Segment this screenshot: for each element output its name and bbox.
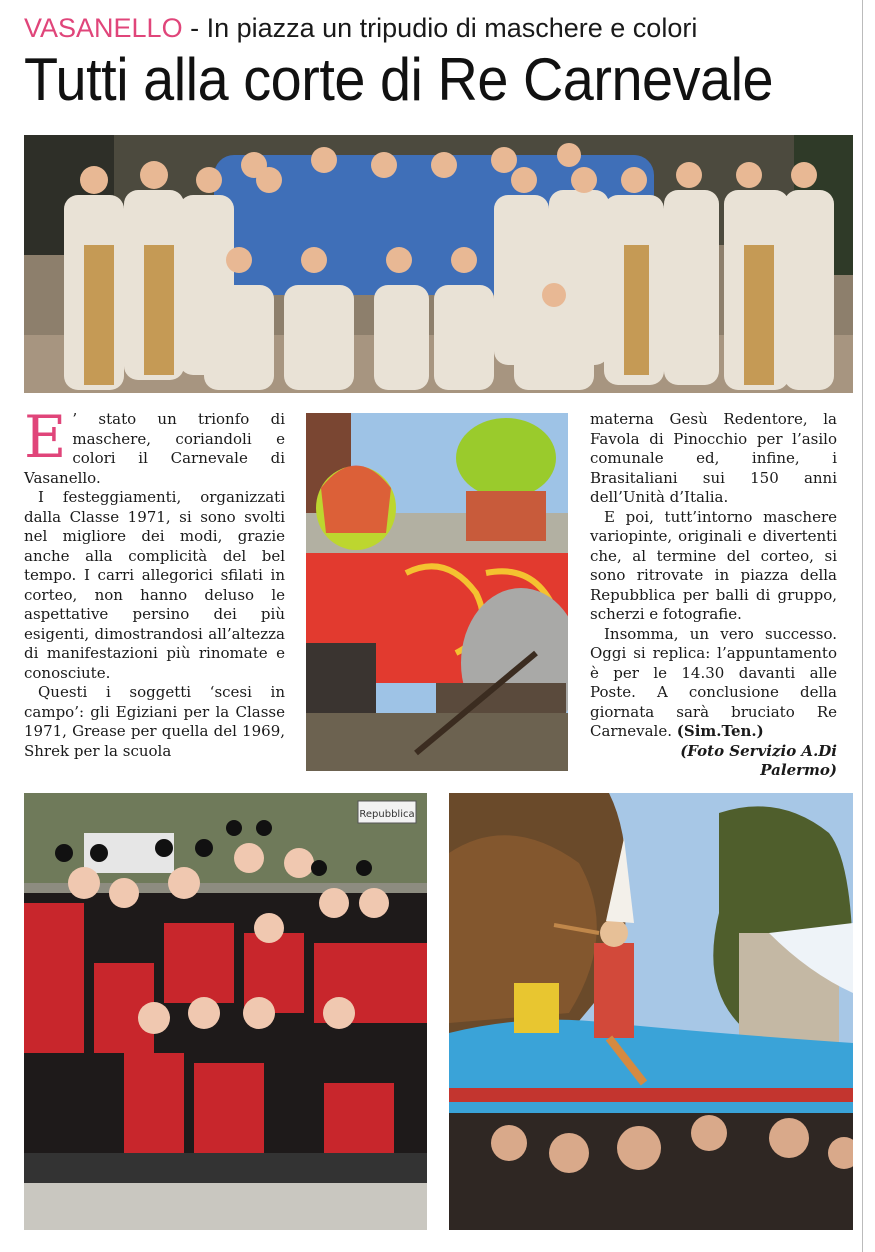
paragraph-1 xyxy=(24,403,285,488)
paragraph-4: materna Gesù Redentore, la Favola di Pinocchio per l’asilo comunale ed, infine, i Brasitaliani sui 150 anni dell’Unità d’Italia. xyxy=(590,410,837,506)
drop-cap: E xyxy=(24,403,67,471)
text-column-1 xyxy=(24,403,285,761)
pinocchio-float-picture xyxy=(449,793,853,1230)
page-edge-rule xyxy=(862,0,863,1252)
street-sign: Repubblica xyxy=(359,809,415,820)
text-column-3 xyxy=(590,410,837,781)
photo-egyptian-group xyxy=(24,135,853,393)
kicker-place: VASANELLO xyxy=(24,13,183,43)
paragraph-3: Questi i soggetti ‘scesi in campo’: gli Egiziani per la Classe 1971, Grease per quella del 1969, Shrek per la scuola xyxy=(24,683,285,760)
article-headline: Tutti alla corte di Re Carnevale xyxy=(24,46,774,113)
egyptian-group-picture xyxy=(24,135,853,393)
kicker-text: - In piazza un tripudio di maschere e colori xyxy=(182,13,698,43)
paragraph-6 xyxy=(590,625,837,742)
paragraph-5: E poi, tutt’intorno maschere variopinte, originali e divertenti che, al termine del corteo, si sono ritrovate in piazza della Repubblica per balli di gruppo, scherzi e fotografie. xyxy=(590,507,837,623)
paragraph-1-text: ’ stato un trionfo di maschere, coriandoli e colori il Carnevale di Vasanello. xyxy=(24,410,285,487)
paragraph-6-text: Insomma, un vero successo. Oggi si replica: l’appuntamento è per le 14.30 davanti alle Poste. A conclusione della giornata sarà bruciato Re Carnevale. xyxy=(590,624,837,740)
shrek-float-picture xyxy=(306,413,568,771)
photo-pinocchio-float xyxy=(449,793,853,1230)
photo-minnie-group xyxy=(24,793,427,1230)
article-kicker xyxy=(24,12,854,44)
photo-credit: (Foto Servizio A.Di Palermo) xyxy=(680,741,837,779)
author-signature: (Sim.Ten.) xyxy=(676,722,764,740)
paragraph-2: I festeggiamenti, organizzati dalla Classe 1971, si sono svolti nel migliore dei modi, grazie anche alla complicità del bel tempo. I carri allegorici sfilati in corteo, non hanno deluso le aspettative persino dei più esigenti, dimostrandosi all’altezza di manifestazioni più rinomate e conosciute. xyxy=(24,488,285,682)
minnie-group-picture xyxy=(24,793,427,1230)
photo-shrek-float xyxy=(306,413,568,771)
